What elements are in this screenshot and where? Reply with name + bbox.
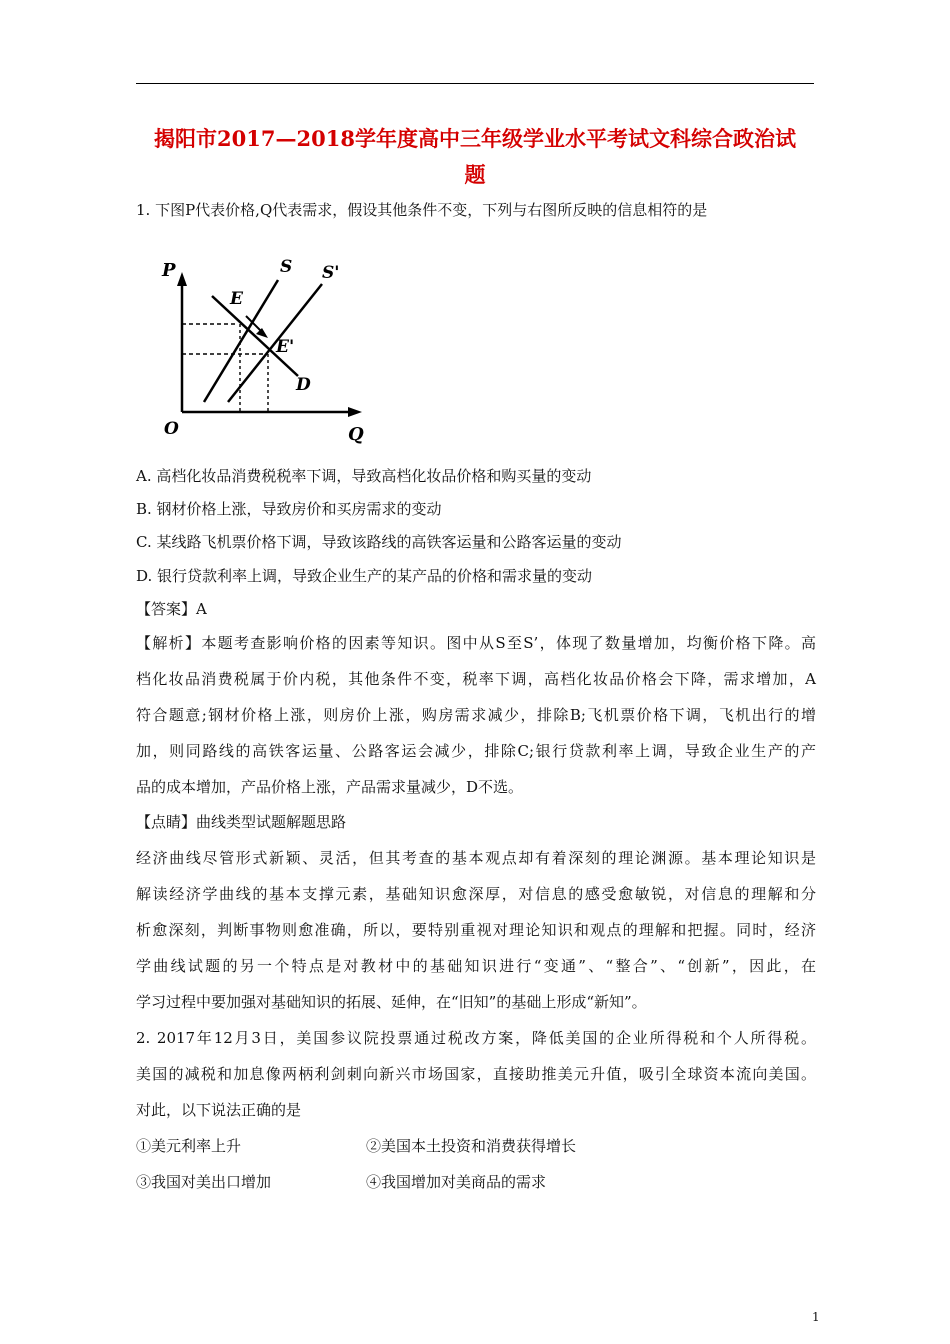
q1-analysis-line: 档化妆品消费税属于价内税，其他条件不变，税率下调，高档化妆品价格会下降，需求增加，A	[136, 670, 816, 688]
header-rule	[136, 83, 814, 84]
label-p: P	[162, 260, 176, 281]
label-d: D	[296, 375, 311, 395]
q1-analysis-line: 【解析】本题考查影响价格的因素等知识。图中从S至S’，体现了数量增加，均衡价格下降。高	[136, 634, 816, 652]
label-e-prime: E'	[276, 337, 295, 357]
q2-choice-2: ②美国本土投资和消费获得增长	[366, 1137, 577, 1155]
q2-choice-1: ①美元利率上升	[136, 1137, 242, 1155]
label-s-prime: S'	[322, 263, 340, 283]
q1-option-c: C. 某线路飞机票价格下调，导致该路线的高铁客运量和公路客运量的变动	[136, 533, 622, 551]
q2-stem-line: 2. 2017年12月3日，美国参议院投票通过税改方案，降低美国的企业所得税和个人所得税。	[136, 1029, 816, 1047]
supply-demand-figure	[158, 252, 370, 452]
q1-answer: 【答案】A	[136, 600, 207, 618]
q1-tip-line: 解读经济学曲线的基本支撑元素，基础知识愈深厚，对信息的感受愈敏锐，对信息的理解和分	[136, 885, 816, 903]
q1-tip-line: 学习过程中要加强对基础知识的拓展、延伸，在“旧知”的基础上形成“新知”。	[136, 993, 647, 1011]
q2-stem-line: 对此，以下说法正确的是	[136, 1101, 302, 1119]
page-title-line-2: 题	[464, 162, 486, 187]
q1-tip-line: 学曲线试题的另一个特点是对教材中的基础知识进行“变通”、“整合”、“创新”，因此，在	[136, 957, 816, 975]
page-number: 1	[812, 1310, 820, 1324]
q1-analysis-line: 加，则同路线的高铁客运量、公路客运会减少，排除C;银行贷款利率上调，导致企业生产的产	[136, 742, 816, 760]
label-s: S	[280, 257, 293, 277]
q2-stem-line: 美国的减税和加息像两柄利剑刺向新兴市场国家，直接助推美元升值，吸引全球资本流向美国。	[136, 1065, 816, 1083]
q1-stem: 1. 下图P代表价格,Q代表需求，假设其他条件不变，下列与右图所反映的信息相符的是	[136, 201, 708, 219]
q1-option-a: A. 高档化妆品消费税税率下调，导致高档化妆品价格和购买量的变动	[136, 467, 592, 485]
label-e: E	[230, 289, 243, 309]
q1-option-d: D. 银行贷款利率上调，导致企业生产的某产品的价格和需求量的变动	[136, 567, 593, 585]
q2-choice-3: ③我国对美出口增加	[136, 1173, 272, 1191]
label-o: O	[164, 419, 179, 439]
q2-choice-4: ④我国增加对美商品的需求	[366, 1173, 547, 1191]
shift-arrow-head	[256, 328, 268, 338]
q1-analysis-line: 品的成本增加，产品价格上涨，产品需求量减少，D不选。	[136, 778, 524, 796]
q1-tip-line: 析愈深刻，判断事物则愈准确，所以，要特别重视对理论知识和观点的理解和把握。同时，经济	[136, 921, 816, 939]
q1-tip-heading: 【点睛】曲线类型试题解题思路	[136, 813, 347, 831]
demand-curve-d	[212, 296, 298, 376]
y-axis-arrow	[177, 272, 187, 286]
label-q: Q	[348, 424, 364, 445]
x-axis-arrow	[348, 407, 362, 417]
q1-option-b: B. 钢材价格上涨，导致房价和买房需求的变动	[136, 500, 442, 518]
q1-tip-line: 经济曲线尽管形式新颖、灵活，但其考查的基本观点却有着深刻的理论渊源。基本理论知识是	[136, 849, 816, 867]
page-title-line-1: 揭阳市2017—2018学年度高中三年级学业水平考试文科综合政治试	[154, 126, 796, 151]
q1-analysis-line: 符合题意;钢材价格上涨，则房价上涨，购房需求减少，排除B;飞机票价格下调，飞机出行的增	[136, 706, 816, 724]
